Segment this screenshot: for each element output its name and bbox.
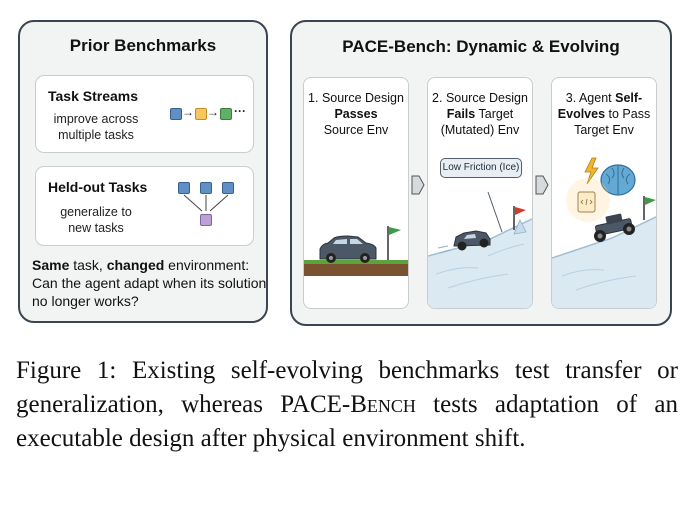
held-out-subtitle: generalize to new tasks (60, 205, 132, 235)
task-streams-card (35, 75, 254, 153)
step-1-card (303, 77, 409, 309)
task-block-icon (178, 182, 190, 194)
task-block-icon (220, 108, 232, 120)
new-task-block-icon (200, 214, 212, 226)
step-3-card (551, 77, 657, 309)
pace-bench-title: PACE-Bench: Dynamic & Evolving (342, 37, 620, 56)
step-2-label: 2. Source Design Fails Target (Mutated) Env (432, 91, 528, 137)
ellipsis-icon: ··· (234, 104, 246, 118)
adaptation-question: Same task, changed environment: Can the agent adapt when its solution no longer works? (32, 257, 267, 309)
low-friction-callout: Low Friction (Ice) (440, 158, 522, 178)
task-streams-subtitle: improve across multiple tasks (53, 112, 139, 142)
step-2-card (427, 77, 533, 309)
pace-bench-panel (290, 20, 672, 326)
step-3-label: 3. Agent Self- Evolves to Pass Target Env (557, 91, 651, 137)
prior-benchmarks-panel (18, 20, 268, 323)
held-out-title: Held-out Tasks (48, 179, 148, 195)
task-block-icon (222, 182, 234, 194)
chevron-right-icon (535, 172, 549, 198)
prior-benchmarks-title: Prior Benchmarks (69, 36, 217, 55)
task-block-icon (200, 182, 212, 194)
converge-lines-icon (176, 194, 238, 216)
held-out-tasks-card (35, 166, 254, 246)
task-streams-title: Task Streams (48, 88, 139, 104)
car-icon (320, 236, 376, 263)
chevron-right-icon (411, 172, 425, 198)
arrow-icon: → (182, 105, 194, 119)
flag-icon (644, 196, 656, 220)
arrow-icon: → (207, 105, 219, 119)
task-block-icon (170, 108, 182, 120)
flag-icon (388, 226, 401, 260)
step-1-label: 1. Source Design Passes Source Env (308, 91, 404, 137)
figure-caption: Figure 1: Existing self-evolving benchmarks test transfer or generalization, whereas PACE-Bench tests adaptation of an executable design after physical environment shift. (16, 357, 678, 452)
task-block-icon (195, 108, 207, 120)
